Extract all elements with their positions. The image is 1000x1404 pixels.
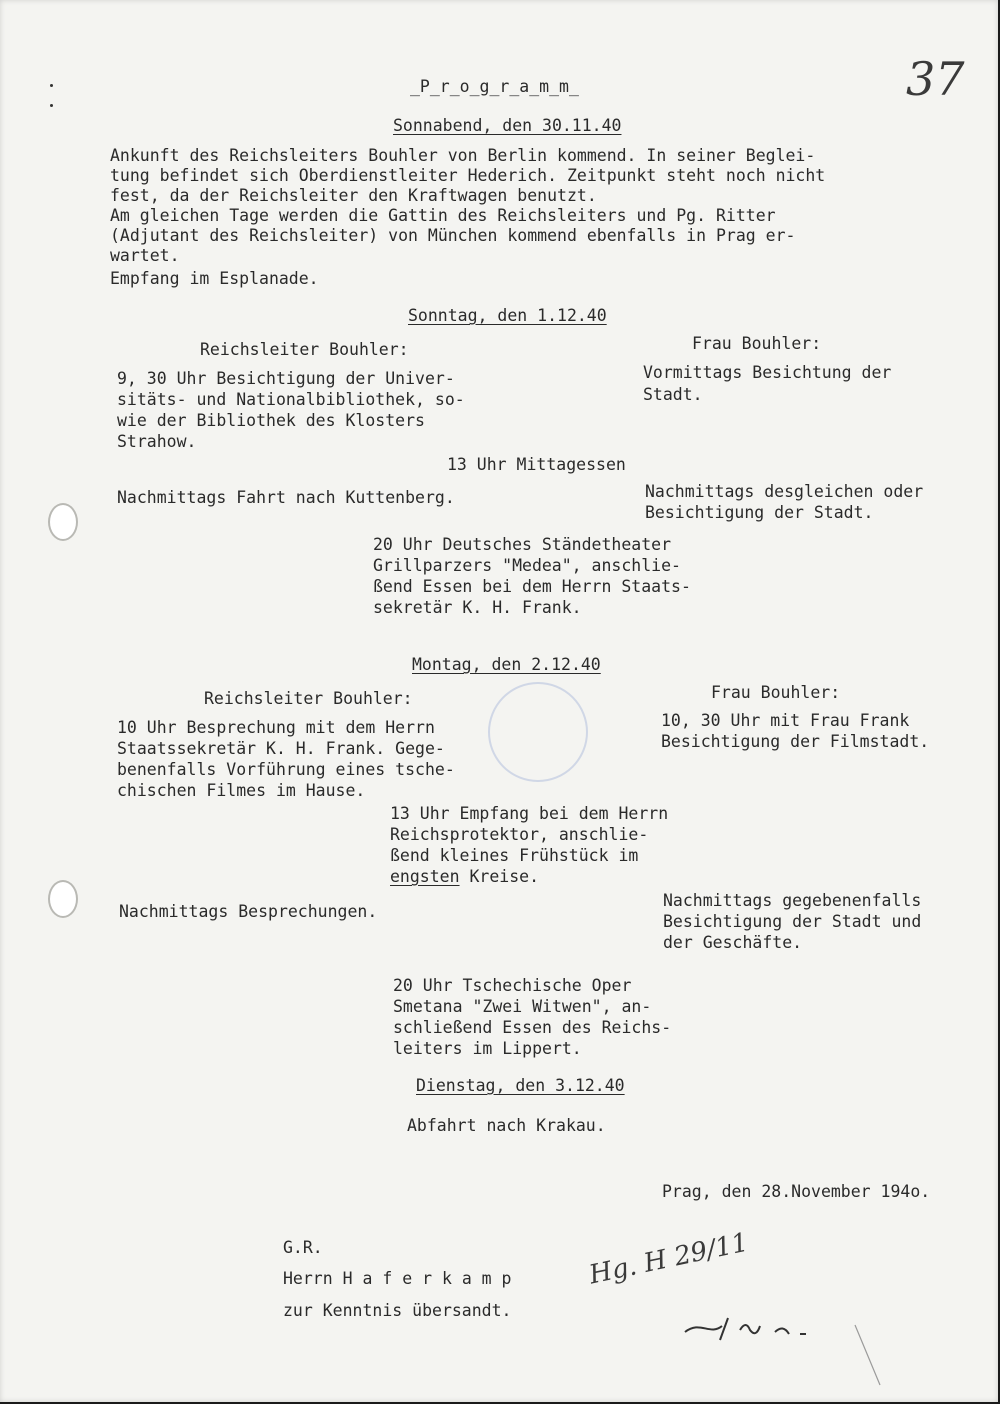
text-line: 13 Uhr Empfang bei dem Herrn [390,804,669,823]
margin-mark [50,104,53,107]
text-line: Am gleichen Tage werden die Gattin des Reichsleiters und Pg. Ritter [110,206,776,225]
text-line: Grillparzers "Medea", anschlie- [373,556,681,575]
heading-saturday: Sonnabend, den 30.11.40 [393,116,622,135]
text-line: 13 Uhr Mittagessen [447,455,626,474]
text-line: ßend Essen bei dem Herrn Staats- [373,577,691,596]
text-line: tung befindet sich Oberdienstleiter Hederich. Zeitpunkt steht noch nicht [110,166,826,185]
gr-note: G.R. [283,1238,323,1257]
text-span: Kreise. [459,867,540,886]
text-line: schließend Essen des Reichs- [393,1018,672,1037]
text-line: wartet. [110,246,180,265]
text-line: leiters im Lippert. [393,1039,582,1058]
text-line: Nachmittags desgleichen oder [645,482,924,501]
text-line: 10, 30 Uhr mit Frau Frank [661,711,910,730]
text-line: 20 Uhr Tschechische Oper [393,976,632,995]
recipient-line [283,1268,512,1290]
text-line: wie der Bibliothek des Klosters [117,411,425,430]
text-line: Stadt. [643,385,703,404]
column-head-bouhler: Reichsleiter Bouhler: [200,340,409,359]
text-line: ßend kleines Frühstück im [390,846,639,865]
underlined-word: engsten [390,867,460,886]
text-line: sitäts- und Nationalbibliothek, so- [117,390,465,409]
text-line: (Adjutant des Reichsleiter) von München kommend ebenfalls in Prag er- [110,226,796,245]
text-line: Besichtigung der Stadt. [645,503,874,522]
text-line: Abfahrt nach Krakau. [407,1116,606,1135]
faded-stamp [488,682,588,782]
heading-tuesday: Dienstag, den 3.12.40 [416,1076,625,1095]
text-line: Besichtigung der Filmstadt. [661,732,930,751]
text-line: benenfalls Vorführung eines tsche- [117,760,455,779]
column-head-frau-bouhler: Frau Bouhler: [692,334,822,353]
text-line: Besichtigung der Stadt und [663,912,922,931]
text-line: der Geschäfte. [663,933,803,952]
text-line: Nachmittags Fahrt nach Kuttenberg. [117,488,455,507]
text-line: Empfang im Esplanade. [110,269,319,288]
margin-mark [50,84,53,87]
column-head-bouhler: Reichsleiter Bouhler: [204,689,413,708]
text-line: Nachmittags gegebenenfalls [663,891,922,910]
text-line: 10 Uhr Besprechung mit dem Herrn [117,718,435,737]
pencil-mark [850,1320,890,1390]
text-line: 9, 30 Uhr Besichtigung der Univer- [117,369,455,388]
recipient-name: H a f e r k a m p [342,1269,512,1288]
punch-hole-bottom [48,880,78,918]
punch-hole-top [48,503,78,541]
text-line: Ankunft des Reichsleiters Bouhler von Berlin kommend. In seiner Beglei- [110,146,816,165]
heading-monday: Montag, den 2.12.40 [412,655,601,674]
text-line: fest, da der Reichsleiter den Kraftwagen benutzt. [110,186,597,205]
text-line: Smetana "Zwei Witwen", an- [393,997,652,1016]
signature-scribble [680,1300,830,1350]
text-line: Vormittags Besichtung der [643,363,892,382]
handwritten-initials: Hg. H 29/11 [586,1227,752,1291]
text-line: Nachmittags Besprechungen. [119,902,378,921]
date-line: Prag, den 28.November 194o. [662,1182,931,1201]
text-line: 20 Uhr Deutsches Ständetheater [373,535,672,554]
recipient-salutation: Herrn [283,1269,333,1288]
document-title: _P_r_o_g_r_a_m_m_ [410,77,579,96]
heading-sunday: Sonntag, den 1.12.40 [408,306,607,325]
text-line: Strahow. [117,432,197,451]
text-line [390,866,539,888]
text-line: sekretär K. H. Frank. [373,598,582,617]
text-line: Reichsprotektor, anschlie- [390,825,649,844]
text-line: chischen Filmes im Hause. [117,781,366,800]
column-head-frau-bouhler: Frau Bouhler: [711,683,841,702]
sent-note: zur Kenntnis übersandt. [283,1301,512,1320]
page-number: 37 [906,52,965,106]
text-line: Staatssekretär K. H. Frank. Gege- [117,739,445,758]
